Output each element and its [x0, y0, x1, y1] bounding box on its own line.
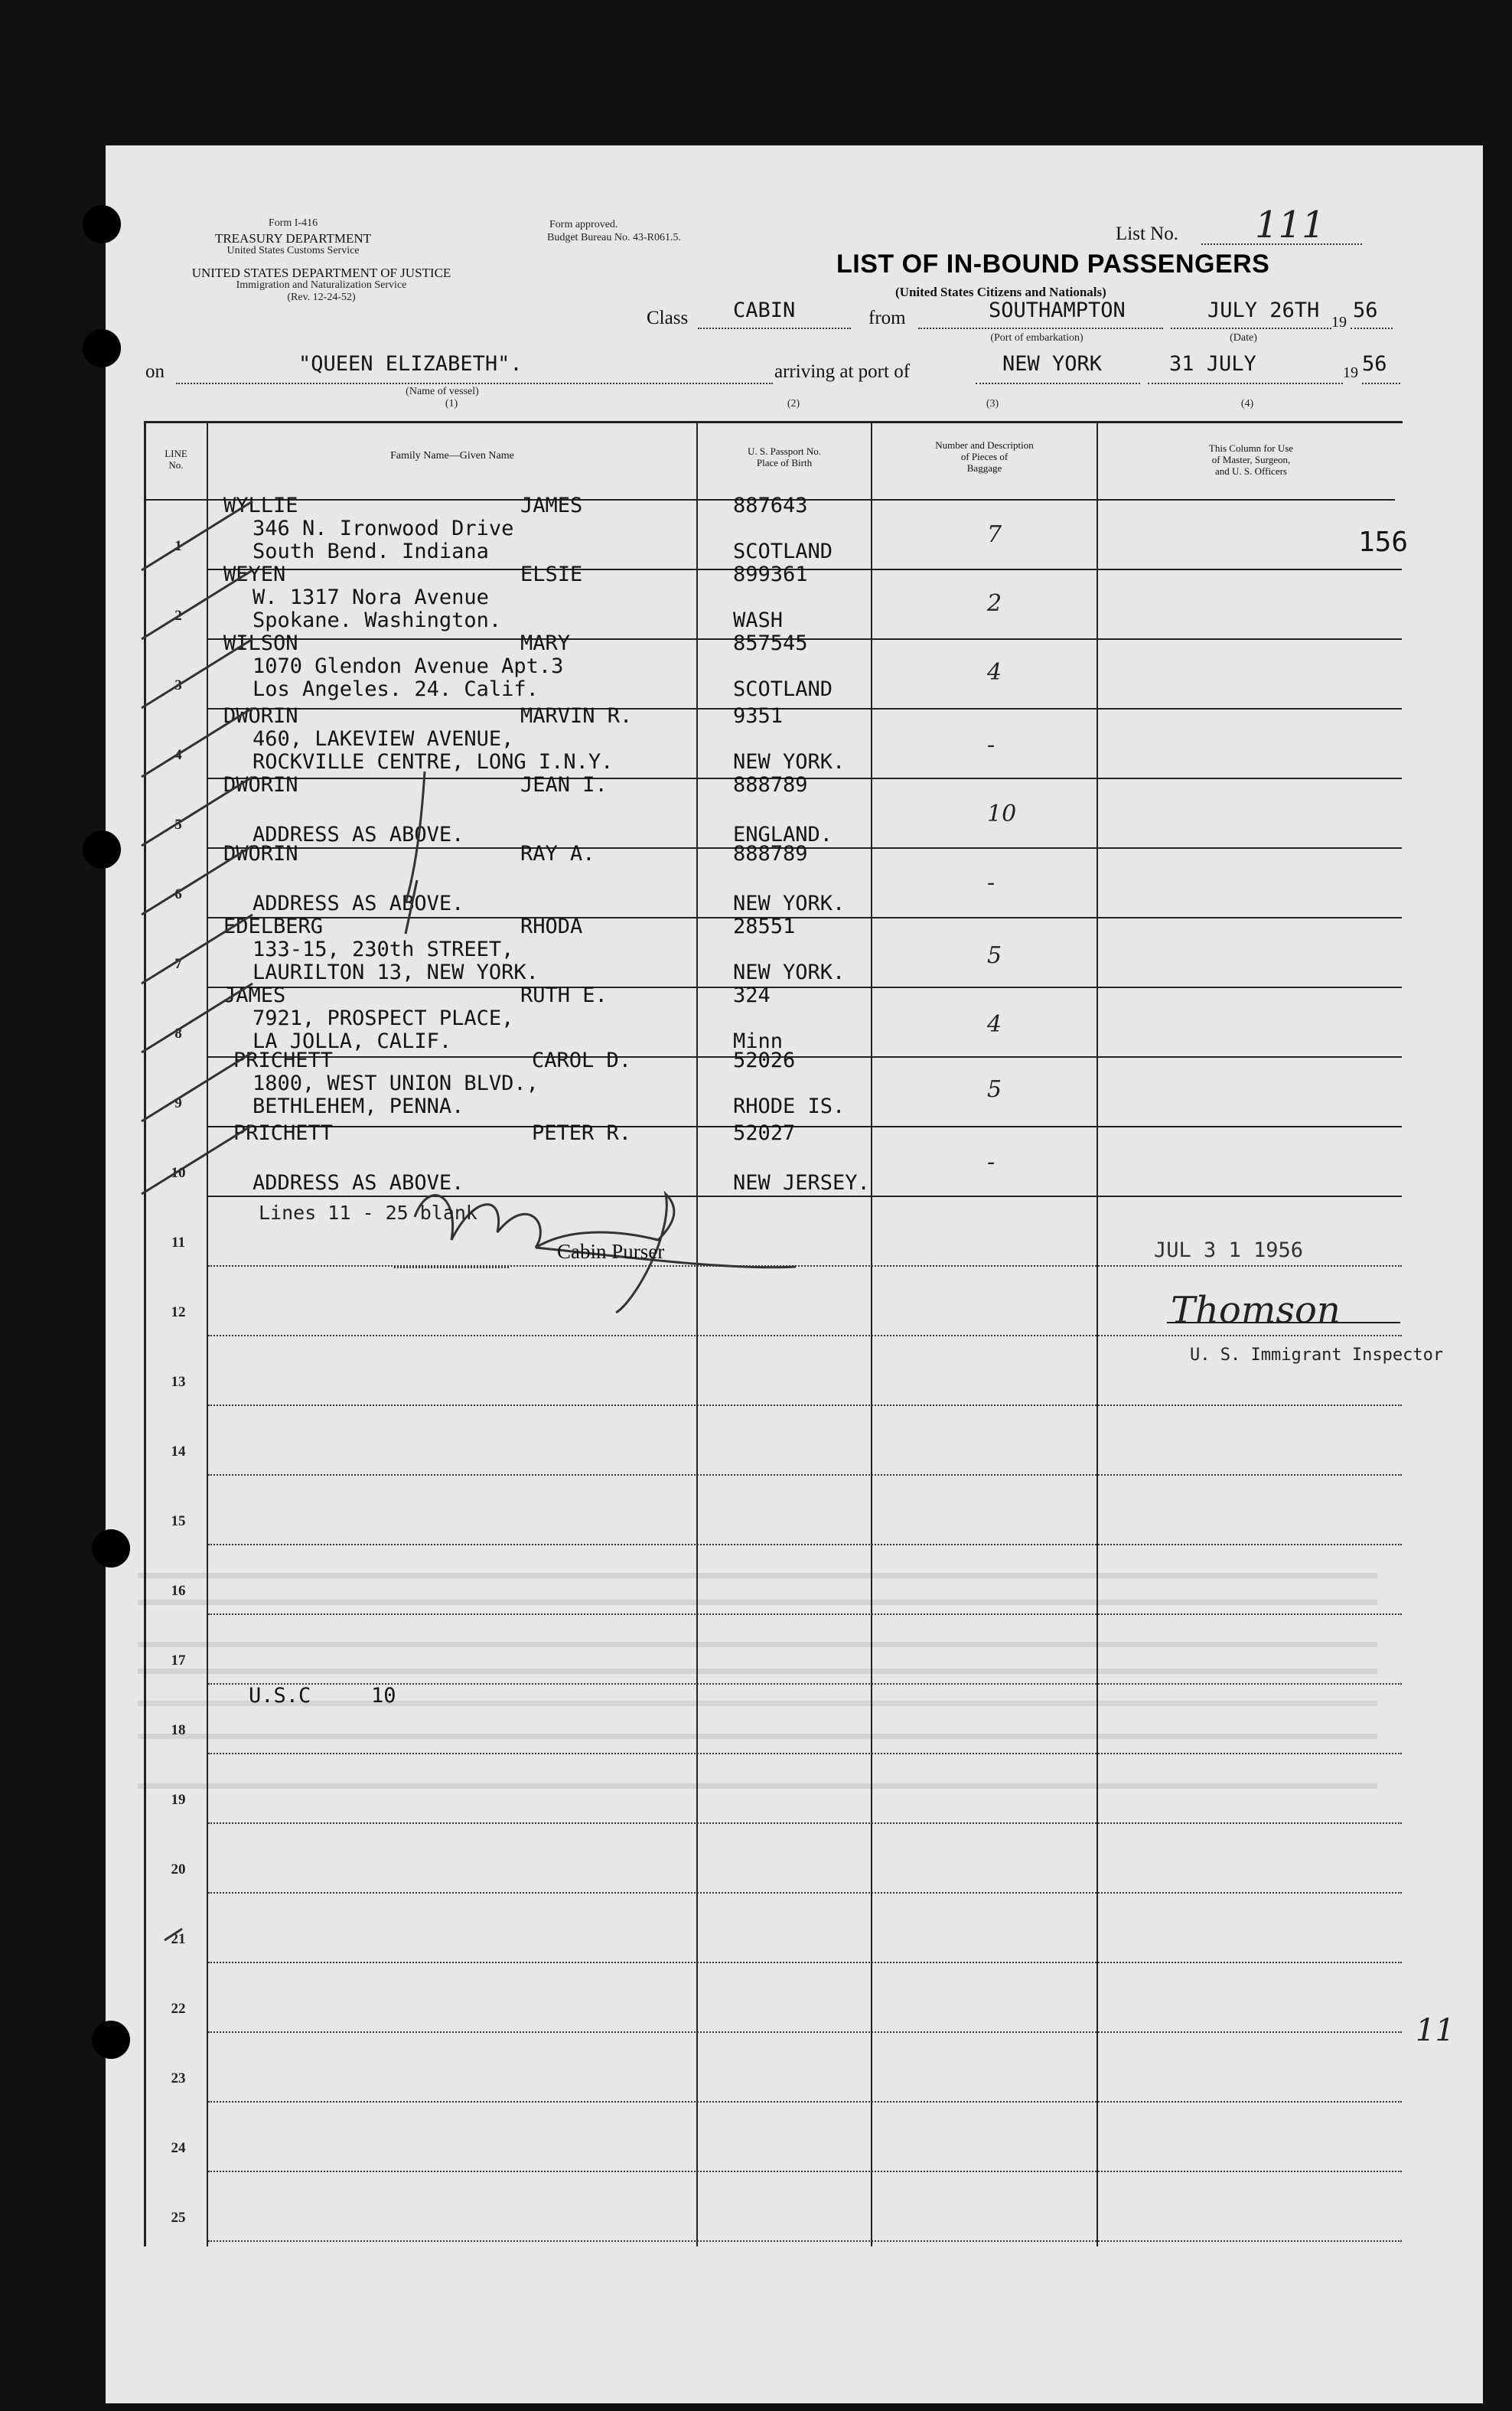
col-header-baggage-3: Baggage [966, 462, 1002, 474]
line-number: 21 [171, 1931, 186, 1947]
vessel-caption: (Name of vessel) [406, 386, 479, 397]
passenger-given-name: PETER R. [532, 1121, 632, 1145]
passenger-address-line1: 1800, WEST UNION BLVD., [253, 1072, 539, 1095]
col-header-line-1: LINE [165, 448, 187, 459]
passenger-address-line1: 346 N. Ironwood Drive [253, 517, 514, 540]
inspection-date-stamp: JUL 3 1 1956 [1154, 1238, 1304, 1262]
col-header-passport-2: Place of Birth [756, 457, 813, 468]
passenger-given-name: JAMES [520, 494, 583, 517]
passenger-family-name: DWORIN [223, 704, 298, 728]
col-cap-4: (4) [1240, 398, 1254, 409]
baggage-count: 5 [987, 1076, 1002, 1103]
line-number: 13 [171, 1374, 186, 1390]
passport-number: 52026 [733, 1049, 796, 1072]
passenger-address-line2: ROCKVILLE CENTRE, LONG I.N.Y. [253, 750, 614, 774]
passenger-given-name: RHODA [520, 915, 583, 938]
passport-number: 888789 [733, 842, 808, 866]
passenger-address-line2: ADDRESS AS ABOVE. [253, 892, 464, 915]
line-number: 14 [171, 1444, 186, 1460]
year-prefix: 19 [1331, 314, 1347, 331]
col-header-baggage-1: Number and Description [935, 439, 1034, 451]
line-number: 23 [171, 2070, 186, 2086]
place-of-birth: NEW YORK. [733, 750, 846, 774]
passenger-address-line1: 7921, PROSPECT PLACE, [253, 1006, 514, 1030]
col-header-baggage-2: of Pieces of [960, 451, 1009, 462]
ins-service: Immigration and Naturalization Service [236, 279, 407, 291]
vessel-name: "QUEEN ELIZABETH". [298, 352, 523, 376]
col-header-officers-2: of Master, Surgeon, [1211, 454, 1291, 465]
line-number: 2 [174, 608, 182, 624]
arrival-year-prefix: 19 [1343, 364, 1358, 381]
treasury-dept: TREASURY DEPARTMENT [214, 231, 372, 246]
passenger-address-line1: 133-15, 230th STREET, [253, 938, 514, 961]
baggage-count: 5 [987, 942, 1002, 969]
passenger-family-name: WYLLIE [223, 494, 298, 517]
passenger-address-line2: ADDRESS AS ABOVE. [253, 823, 464, 847]
from-label: from [868, 308, 906, 328]
list-no-label: List No. [1116, 223, 1178, 244]
usc-label: U.S.C [249, 1684, 311, 1708]
class-label: Class [647, 308, 689, 328]
col-header-officers-1: This Column for Use [1208, 442, 1294, 454]
place-of-birth: ENGLAND. [733, 823, 833, 847]
line-number: 1 [174, 538, 182, 554]
passenger-address-line1: 1070 Glendon Avenue Apt.3 [253, 654, 564, 678]
line-number: 22 [171, 2001, 186, 2017]
passenger-family-name: DWORIN [223, 773, 298, 797]
col-header-line-2: No. [168, 459, 184, 471]
form-number: Form I-416 [268, 217, 318, 229]
justice-dept: UNITED STATES DEPARTMENT OF JUSTICE [191, 266, 451, 280]
passport-number: 9351 [733, 704, 784, 728]
form-title: LIST OF IN-BOUND PASSENGERS [836, 250, 1270, 279]
line-number: 24 [171, 2140, 186, 2156]
line-number: 19 [171, 1792, 186, 1808]
passenger-family-name: DWORIN [223, 842, 298, 866]
place-of-birth: SCOTLAND [733, 540, 833, 563]
embark-port: SOUTHAMPTON [989, 299, 1126, 322]
line-number: 12 [171, 1304, 186, 1320]
baggage-count: - [987, 732, 996, 759]
baggage-count: 4 [987, 659, 1002, 686]
passenger-given-name: MARVIN R. [520, 704, 633, 728]
line-number: 9 [174, 1095, 182, 1111]
baggage-count: - [987, 869, 996, 896]
line-number: 15 [171, 1513, 186, 1529]
baggage-count: 4 [987, 1011, 1002, 1038]
purser-title: Cabin Purser [557, 1240, 665, 1263]
passenger-given-name: MARY [520, 631, 571, 655]
place-of-birth: WASH [733, 608, 784, 632]
inspector-signature: Thomson [1171, 1289, 1341, 1332]
line-number: 18 [171, 1722, 186, 1738]
line-number: 20 [171, 1861, 186, 1878]
passenger-address-line2: South Bend. Indiana [253, 540, 489, 563]
passenger-family-name: PRICHETT [233, 1121, 334, 1145]
passenger-address-line2: LAURILTON 13, NEW YORK. [253, 961, 539, 984]
passport-number: 324 [733, 984, 771, 1007]
passport-number: 52027 [733, 1121, 796, 1145]
budget-bureau: Budget Bureau No. 43-R061.5. [547, 232, 681, 243]
place-of-birth: RHODE IS. [733, 1095, 846, 1118]
line-number: 6 [174, 886, 182, 902]
col-header-officers-3: and U. S. Officers [1215, 465, 1287, 477]
passenger-given-name: RUTH E. [520, 984, 608, 1007]
form-subtitle: (United States Citizens and Nationals) [895, 285, 1106, 299]
blank-lines-note: Lines 11 - 25 blank [259, 1202, 477, 1224]
list-number: 111 [1255, 204, 1325, 246]
baggage-count: - [987, 1149, 996, 1176]
margin-mark: 11 [1416, 2013, 1455, 2048]
usc-count: 10 [371, 1684, 396, 1708]
line-number: 4 [174, 747, 182, 763]
passenger-given-name: CAROL D. [532, 1049, 632, 1072]
baggage-count: 7 [987, 521, 1002, 548]
line-number: 17 [171, 1652, 186, 1669]
col-header-name: Family Name—Given Name [390, 450, 514, 462]
passenger-address-line2: ADDRESS AS ABOVE. [253, 1171, 464, 1195]
form-approved: Form approved. [549, 219, 618, 230]
line-number: 10 [171, 1165, 186, 1181]
passenger-family-name: JAMES [223, 984, 286, 1007]
passport-number: 899361 [733, 563, 808, 586]
passenger-address-line1: 460, LAKEVIEW AVENUE, [253, 727, 514, 751]
place-of-birth: Minn [733, 1029, 784, 1053]
passenger-address-line1: W. 1317 Nora Avenue [253, 586, 489, 609]
baggage-count: 2 [987, 590, 1002, 617]
place-of-birth: SCOTLAND [733, 677, 833, 701]
place-of-birth: NEW YORK. [733, 961, 846, 984]
arrival-port: NEW YORK [1002, 352, 1103, 376]
depart-year: 56 [1353, 299, 1378, 322]
customs-service: United States Customs Service [226, 245, 360, 256]
port-caption: (Port of embarkation) [990, 332, 1083, 344]
revision: (Rev. 12-24-52) [287, 292, 356, 303]
passport-number: 888789 [733, 773, 808, 797]
inspector-title: U. S. Immigrant Inspector [1190, 1346, 1444, 1365]
passenger-address-line2: Spokane. Washington. [253, 608, 502, 632]
arrival-year: 56 [1362, 352, 1387, 376]
line-number: 8 [174, 1026, 182, 1042]
passenger-address-line2: BETHLEHEM, PENNA. [253, 1095, 464, 1118]
line-number: 25 [171, 2210, 186, 2226]
passenger-family-name: WEYEN [223, 563, 286, 586]
line-number: 3 [174, 677, 182, 693]
line-number: 16 [171, 1583, 186, 1599]
col-header-passport-1: U. S. Passport No. [747, 445, 822, 457]
depart-date: JULY 26TH [1207, 299, 1320, 322]
arrival-date: 31 JULY [1169, 352, 1256, 376]
officer-mark: 156 [1358, 527, 1409, 558]
line-number: 5 [174, 817, 182, 833]
passport-number: 857545 [733, 631, 808, 655]
place-of-birth: NEW YORK. [733, 892, 846, 915]
on-label: on [145, 361, 165, 382]
passenger-family-name: WILSON [223, 631, 298, 655]
col-cap-3: (3) [986, 398, 999, 409]
passport-number: 28551 [733, 915, 796, 938]
passenger-given-name: RAY A. [520, 842, 595, 866]
passenger-family-name: PRICHETT [233, 1049, 334, 1072]
passenger-address-line2: LA JOLLA, CALIF. [253, 1029, 452, 1053]
class-value: CABIN [733, 299, 796, 322]
passenger-address-line2: Los Angeles. 24. Calif. [253, 677, 539, 701]
passenger-family-name: EDELBERG [223, 915, 324, 938]
passenger-given-name: ELSIE [520, 563, 583, 586]
line-number: 7 [174, 956, 182, 972]
baggage-count: 10 [987, 801, 1017, 827]
date-caption: (Date) [1230, 332, 1257, 344]
arriving-label: arriving at port of [774, 361, 911, 382]
place-of-birth: NEW JERSEY. [733, 1171, 870, 1195]
passenger-given-name: JEAN I. [520, 773, 608, 797]
col-cap-1: (1) [445, 398, 458, 409]
passport-number: 887643 [733, 494, 808, 517]
col-cap-2: (2) [787, 398, 800, 409]
line-number: 11 [171, 1235, 185, 1251]
